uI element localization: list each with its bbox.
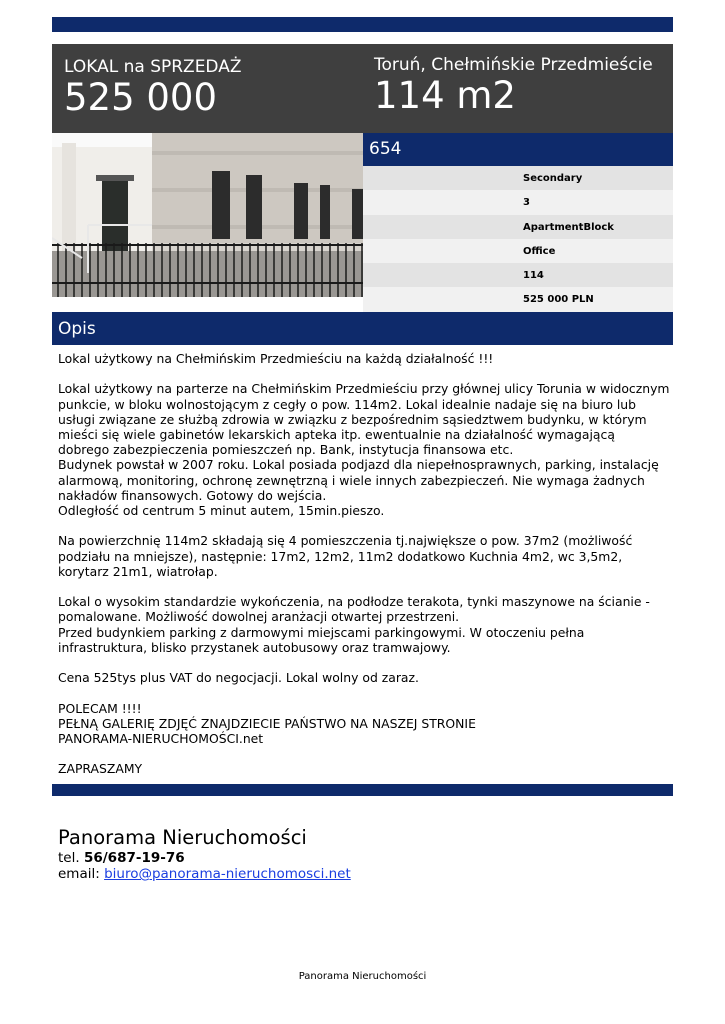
building-photo-illustration	[52, 133, 363, 297]
page-footer: Panorama Nieruchomości	[298, 971, 427, 982]
listing-type: LOKAL na SPRZEDAŻ	[64, 57, 242, 77]
detail-row-area	[363, 263, 673, 287]
phone-label: tel.	[58, 850, 80, 866]
detail-value: ApartmentBlock	[523, 221, 614, 233]
detail-row-building-type	[363, 215, 673, 239]
email-label: email:	[58, 866, 100, 882]
email-link[interactable]: biuro@panorama-nieruchomosci.net	[104, 866, 351, 882]
detail-row-price	[363, 287, 673, 311]
phone-number[interactable]: 56/687-19-76	[83, 850, 185, 866]
listing-id: 654	[369, 139, 402, 159]
listing-header	[52, 44, 673, 133]
description-heading: Opis	[58, 319, 96, 339]
description-heading-bar	[52, 312, 673, 345]
detail-row-rooms	[363, 190, 673, 214]
listing-id-bar	[363, 133, 673, 166]
contact-email	[58, 866, 351, 882]
detail-value: Secondary	[523, 173, 583, 184]
property-photo[interactable]	[52, 133, 363, 297]
details-table	[363, 166, 673, 312]
top-accent-bar	[52, 17, 673, 32]
detail-row-market	[363, 166, 673, 190]
detail-value: 3	[523, 197, 530, 209]
listing-price: 525 000	[64, 76, 218, 119]
contact-phone	[58, 850, 185, 866]
detail-value: 525 000 PLN	[523, 294, 594, 306]
listing-location: Toruń, Chełmińskie Przedmieście	[374, 55, 653, 75]
detail-row-property-type	[363, 239, 673, 263]
detail-value: 114	[523, 270, 544, 282]
listing-area: 114 m2	[374, 74, 516, 117]
company-name: Panorama Nieruchomości	[58, 826, 307, 849]
detail-value: Office	[523, 245, 556, 257]
bottom-accent-bar	[52, 784, 673, 796]
description-text: Lokal użytkowy na Chełmińskim Przedmieściu na każdą działalność !!! Lokal użytkowy na parterze na Chełmińskim Przedmieściu przy głównej ulicy Torunia w widocznym punkcie, w bloku wolnostojącym z cegły o pow. 114m2. Lokal idealnie nadaje się na biuro lub usługi związane ze służbą zdrowia w związku z bezpośrednim sąsiedztwem budynku, w którym mieści się wiele gabinetów lekarskich apteka itp. ewentualnie na działalność wymagającą dobrego zabezpieczenia pomieszczeń np. Bank, instytucja finansowa etc. Budynek powstał w 2007 roku. Lokal posiada podjazd dla niepełnosprawnych, parking, instalację alarmową, monitoring, ochronę zewnętrzną i wiele innych zabezpieczeń. Nie wymaga żadnych nakładów finansowych. Gotowy do wejścia. Odległość od centrum 5 minut autem, 15min.pieszo. Na powierzchnię 114m2 składają się 4 pomieszczenia tj.największe o pow. 37m2 (możliwość podziału na mniejsze), następnie: 17m2, 12m2, 11m2 dodatkowo Kuchnia 4m2, wc 3,5m2, korytarz 21m1, wiatrołap. Lokal o wysokim standardzie wykończenia, na podłodze terakota, tynki maszynowe na ścianie - pomalowane. Możliwość dowolnej aranżacji otwartej przestrzeni. Przed budynkiem parking z darmowymi miejscami parkingowymi. W otoczeniu pełna infrastruktura, blisko przystanek autobusowy oraz tramwajowy. Cena 525tys plus VAT do negocjacji. Lokal wolny od zaraz. POLECAM !!!! PEŁNĄ GALERIĘ ZDJĘĆ ZNAJDZIECIE PAŃSTWO NA NASZEJ STRONIE PANORAMA-NIERUCHOMOŚCI.net ZAPRASZAMY	[58, 351, 670, 777]
